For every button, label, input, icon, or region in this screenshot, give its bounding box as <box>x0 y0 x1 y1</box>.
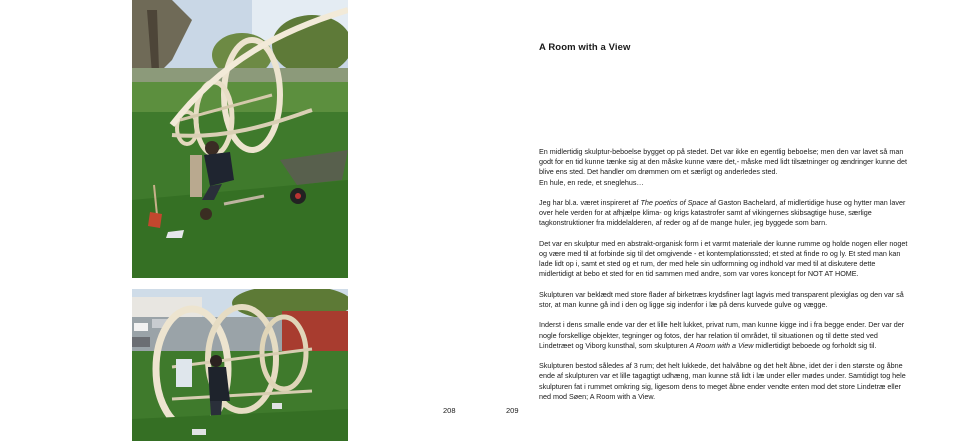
page-number-left: 208 <box>443 406 456 415</box>
text-run: af Gaston Bachelard, af midlertidige huse og hytter man laver over hele verden for at afhjælpe klima- og krigs katastrofer samt af vikingernes skibsagtige huse, særlige tagkonstruktioner fra middelalderen, af reder og af de mange huler, jeg byggede som barn. <box>539 198 906 228</box>
body-text <box>539 147 911 412</box>
chapter-title: A Room with a View <box>539 42 631 53</box>
paragraph: Det var en skulptur med en abstrakt-organisk form i et varmt materiale der kunne rumme og holde nogen eller noget og være med til at forbinde sig til det omgivende - et kontemplationssted; et sted at finde ro og ly. Et sted man kan lade lidt op i, samt et sted og et rum, der med hele sin udformning og indhold var med til at diskutere dette midlertidigt at bebo et sted for en tid sammen med andre, som var vores koncept for NOT AT HOME. <box>539 238 908 279</box>
paragraph <box>539 198 911 229</box>
paragraph: Skulpturen bestod således af 3 rum; det helt lukkede, det halvåbne og det helt åbne, idet der i den største og åbne ende af skulpturen var et lille tagagtigt udhæng, man kunne stå lidt i læ under eller mødes under. Samtidigt tog hele skulpturen fat i rummet omkring sig, ligesom dens to meget åbne ender vendte enten mod det store Lindetræ eller ned mod Søen; A Room with a View. <box>539 361 906 401</box>
paragraph: En midlertidig skulptur-beboelse bygget op på stedet. Det var ikke en egentlig beboelse; men den var lavet så man godt for en tid kunne tænke sig at den måske kunne være det,- måske med lidt tilsætninger og ændringer kunne det blive ens sted. Det handler om drømmen om et særligt og anderledes sted. <box>539 147 907 177</box>
sculpture-construction-photo <box>132 0 348 278</box>
paragraph <box>539 320 911 351</box>
page-number-right: 209 <box>506 406 519 415</box>
sculpture-site-photo <box>132 289 348 441</box>
paragraph: En hule, en rede, et sneglehus… <box>539 177 644 187</box>
text-run: midlertidigt beboede og forholdt sig til. <box>753 340 877 350</box>
book-title: The poetics of Space <box>640 198 709 207</box>
text-run: Inderst i dens smalle ende var der et lille helt lukket, privat rum, man kunne kigge ind i fra begge ender. Der var der nogle forskellige objekter, tegninger og fotos, der har relation til området, til situationen og til dette sted ved Lindetræet og Viborg kunsthal, som skulpturen <box>539 320 905 350</box>
text-run: Jeg har bl.a. været inspireret af <box>539 198 641 207</box>
work-title: A Room with a View <box>689 340 754 350</box>
paragraph: Skulpturen var beklædt med store flader af birketræs krydsfiner lagt lagvis med transparent plexiglas og den var så stor, at man kunne gå ind i den og ligge sig indenfor i læ på dens kurvede gulve og vægge. <box>539 289 904 309</box>
